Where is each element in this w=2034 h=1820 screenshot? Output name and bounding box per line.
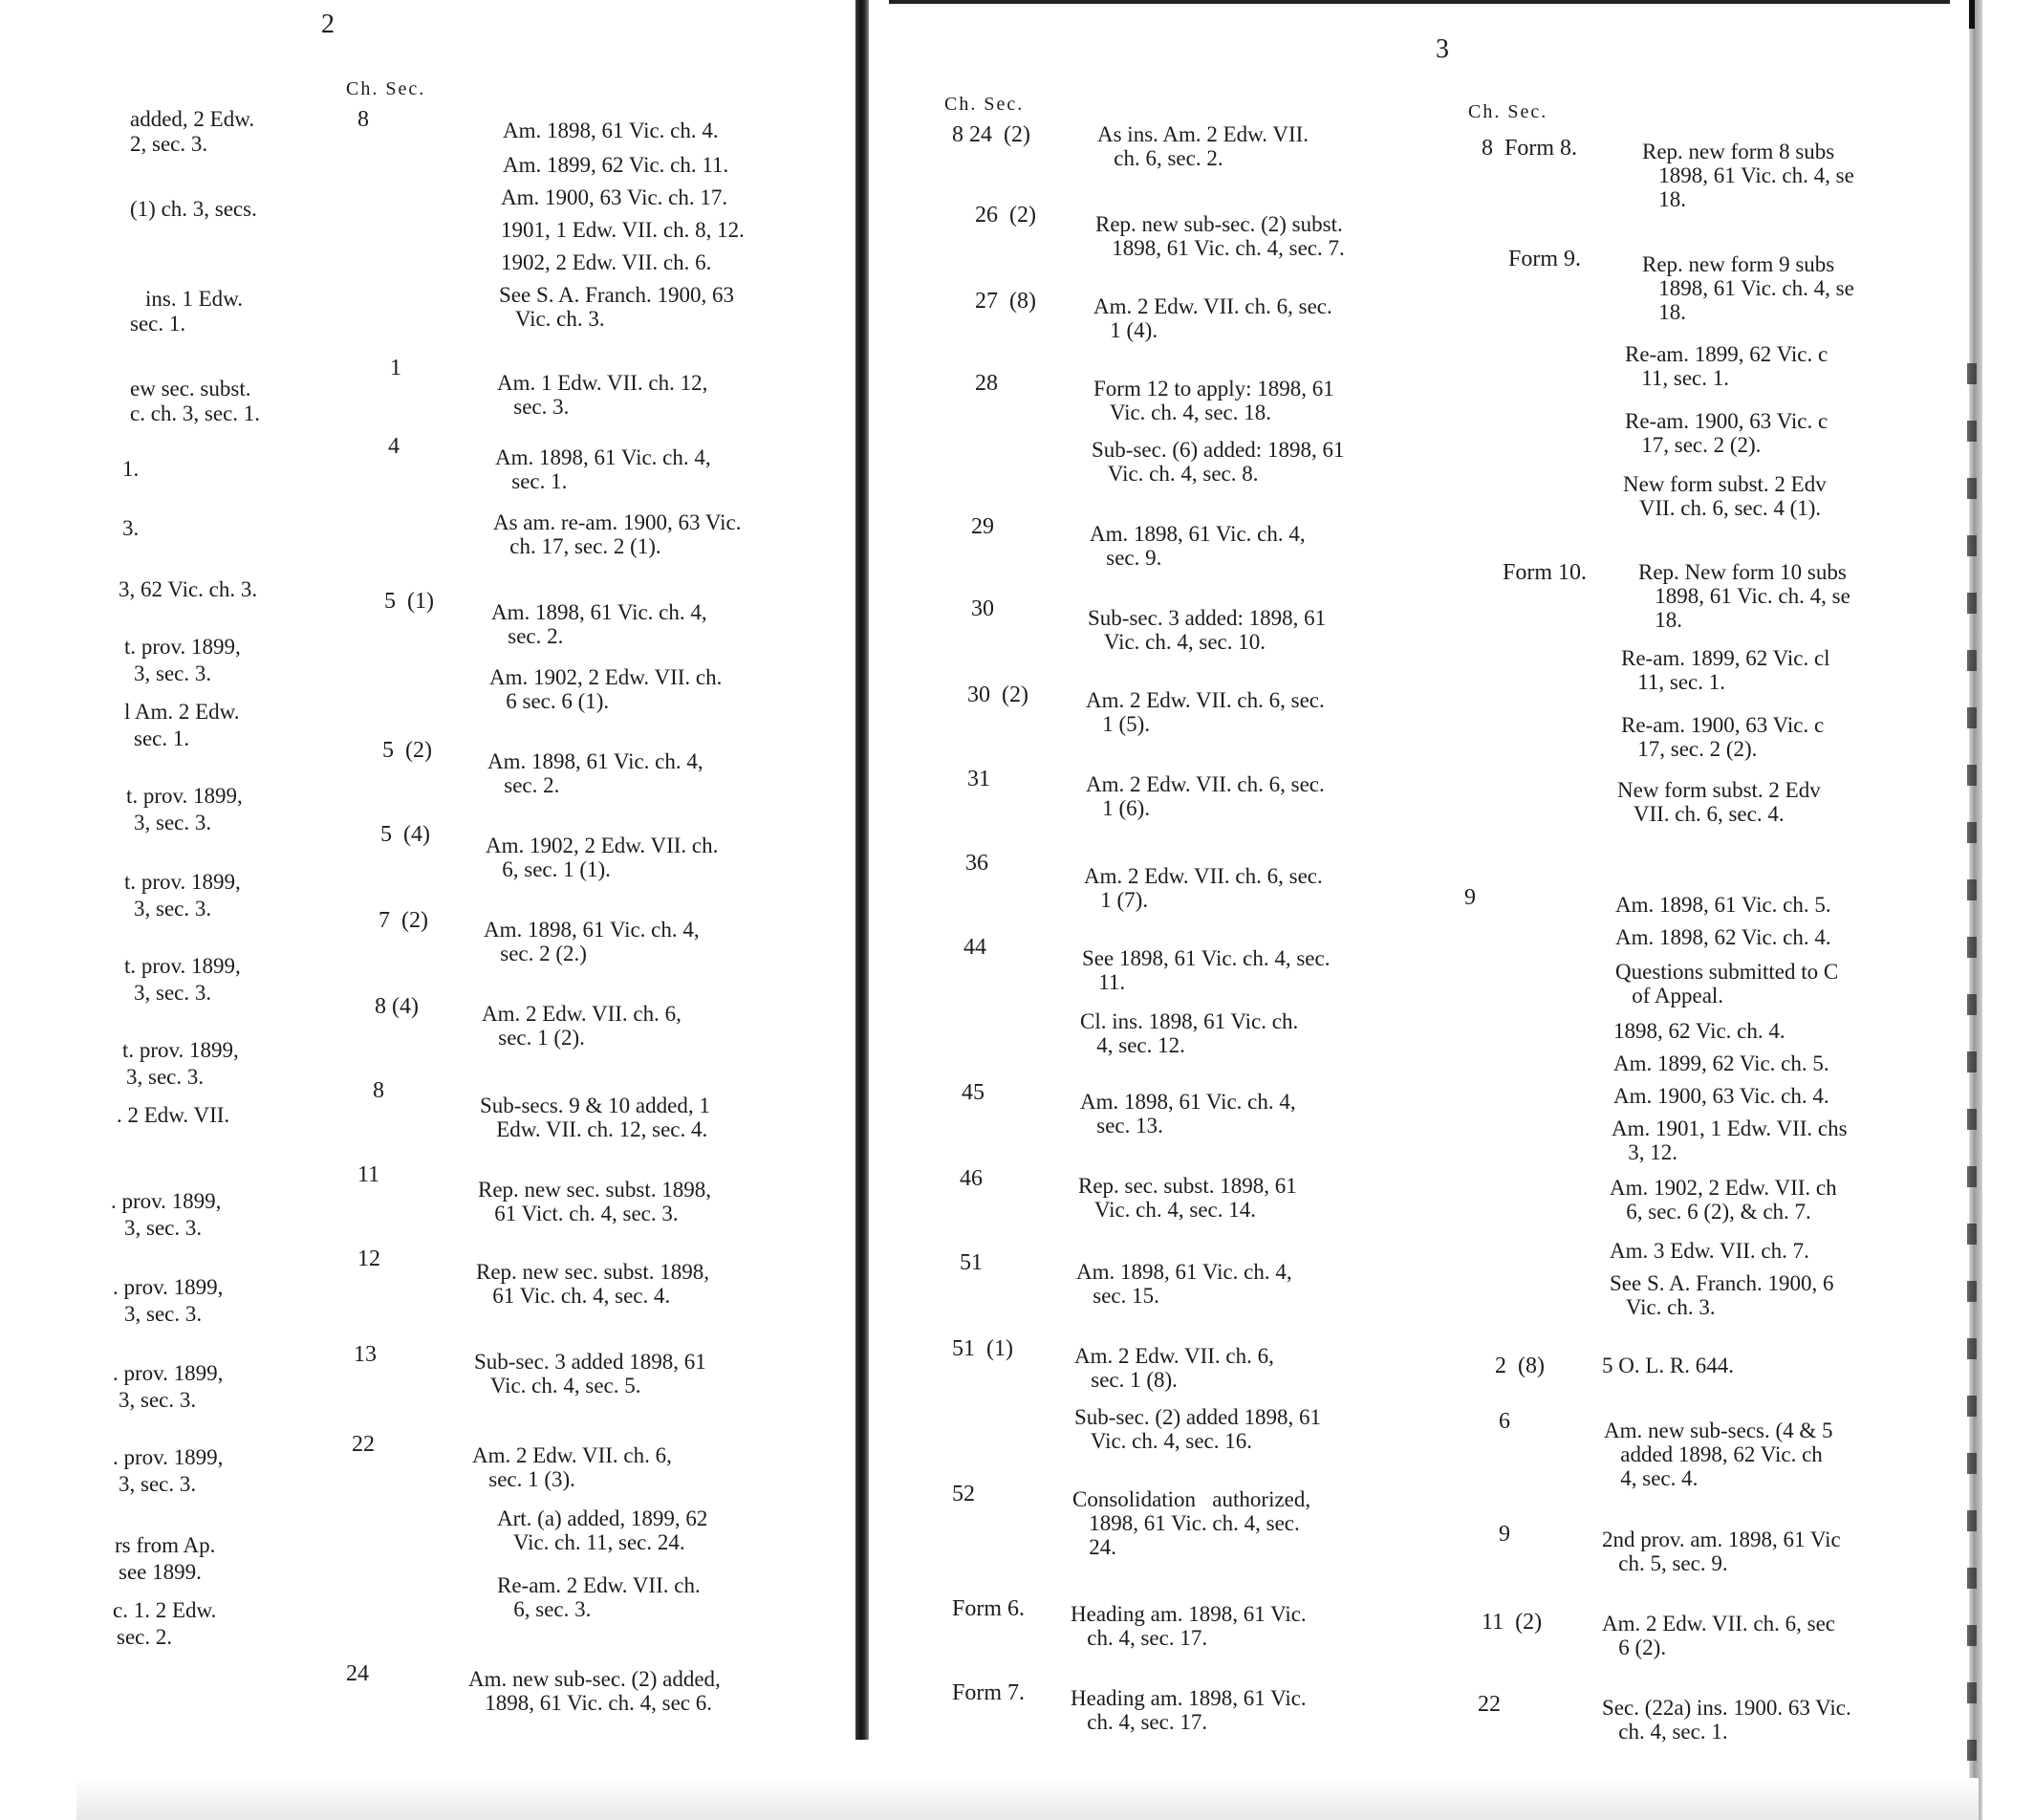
cut-line: t. prov. 1899, (124, 870, 241, 894)
cut-line: ins. 1 Edw. (145, 287, 244, 311)
amendment-entry: Rep. New form 10 subs 1898, 61 Vic. ch. 4, se 18. (1638, 560, 1850, 632)
ref-number: 11 (2) (1482, 1610, 1543, 1635)
amendment-entry: New form subst. 2 Edv VII. ch. 6, sec. 4. (1617, 778, 1821, 826)
amendment-entry: Art. (a) added, 1899, 62 Vic. ch. 11, sec. 24. (497, 1506, 708, 1554)
cut-line: added, 2 Edw. (130, 107, 255, 131)
ref-number: 44 (963, 935, 986, 960)
amendment-entry: Am. 2 Edw. VII. ch. 6, sec. 1 (5). (1086, 688, 1325, 736)
ref-number: 24 (346, 1661, 369, 1686)
ref-number: 7 (2) (379, 908, 428, 933)
amendment-entry: Consolidation authorized, 1898, 61 Vic. ch. 4, sec. 24. (1072, 1487, 1311, 1559)
cut-line: 3. (122, 516, 140, 540)
cut-line: t. prov. 1899, (126, 784, 243, 808)
cut-line: t. prov. 1899, (122, 1038, 239, 1062)
cut-line: rs from Ap. (115, 1533, 216, 1557)
amendment-entry: Questions submitted to C of Appeal. (1615, 960, 1839, 1008)
amendment-entry: Am. 1898, 62 Vic. ch. 4. (1615, 925, 1831, 949)
column-header-right-1: Ch. Sec. (944, 94, 1025, 115)
page-number-left: 2 (321, 10, 335, 39)
amendment-entry: Sec. (22a) ins. 1900. 63 Vic. ch. 4, sec. 1. (1602, 1696, 1851, 1744)
ref-number: 9 (1464, 885, 1476, 910)
amendment-entry: Heading am. 1898, 61 Vic. ch. 4, sec. 17. (1071, 1686, 1307, 1734)
cut-line: . 2 Edw. VII. (117, 1103, 230, 1127)
cut-line: 2, sec. 3. (130, 132, 208, 156)
ref-number: 29 (971, 514, 994, 539)
ref-number: 5 (1) (384, 589, 434, 614)
ref-number: 5 (2) (382, 738, 432, 763)
cut-line: l Am. 2 Edw. (124, 700, 240, 724)
cut-line: t. prov. 1899, (124, 954, 241, 978)
ref-number: Form 7. (952, 1680, 1026, 1705)
amendment-entry: Re-am. 1900, 63 Vic. c 17, sec. 2 (2). (1625, 409, 1828, 457)
amendment-entry: As ins. Am. 2 Edw. VII. ch. 6, sec. 2. (1097, 122, 1309, 170)
amendment-entry: Rep. new form 8 subs 1898, 61 Vic. ch. 4, se 18. (1642, 140, 1854, 211)
column-header-right-2: Ch. Sec. (1468, 101, 1548, 122)
amendment-entry: Am. 1898, 61 Vic. ch. 4, sec. 15. (1076, 1260, 1292, 1308)
ref-number: 6 (1499, 1409, 1510, 1434)
ref-number: Form 6. (952, 1596, 1026, 1621)
ref-number: 8 (373, 1078, 384, 1103)
ref-number: Form 9. (1508, 247, 1582, 271)
amendment-entry: Re-am. 2 Edw. VII. ch. 6, sec. 3. (497, 1573, 701, 1621)
amendment-entry: Cl. ins. 1898, 61 Vic. ch. 4, sec. 12. (1080, 1009, 1299, 1057)
cut-line: . prov. 1899, (113, 1445, 224, 1469)
ref-number: 22 (352, 1432, 375, 1457)
ref-number: 30 (971, 596, 994, 621)
amendment-entry: 2nd prov. am. 1898, 61 Vic ch. 5, sec. 9. (1602, 1528, 1841, 1575)
ref-number: 8 (357, 107, 369, 132)
page-corner-shadow (1969, 0, 1975, 29)
ref-number: 30 (2) (967, 682, 1028, 707)
amendment-entry: Am. 1900, 63 Vic. ch. 17. (501, 185, 728, 209)
cut-line: see 1899. (119, 1560, 202, 1584)
cut-line: c. 1. 2 Edw. (113, 1598, 217, 1622)
amendment-entry: New form subst. 2 Edv VII. ch. 6, sec. 4 (1). (1623, 472, 1827, 520)
cut-line: 3, sec. 3. (134, 981, 212, 1005)
ref-number: 45 (962, 1080, 985, 1105)
cut-line: 1. (122, 457, 140, 481)
amendment-entry: Am. 1900, 63 Vic. ch. 4. (1613, 1084, 1829, 1108)
amendment-entry: Am. 1902, 2 Edw. VII. ch. 6, sec. 1 (1). (486, 834, 719, 881)
cut-line: 3, sec. 3. (124, 1216, 203, 1240)
amendment-entry: Am. 1898, 61 Vic. ch. 4, sec. 2 (2.) (484, 918, 700, 965)
amendment-entry: Re-am. 1900, 63 Vic. c 17, sec. 2 (2). (1621, 713, 1825, 761)
amendment-entry: Rep. new sec. subst. 1898, 61 Vict. ch. 4, sec. 3. (478, 1178, 712, 1225)
cut-line: . prov. 1899, (113, 1361, 224, 1385)
amendment-entry: 1902, 2 Edw. VII. ch. 6. (501, 250, 712, 274)
amendment-entry: Am. 1898, 61 Vic. ch. 4, sec. 2. (491, 600, 707, 648)
cut-line: c. ch. 3, sec. 1. (130, 401, 261, 425)
amendment-entry: Am. 1 Edw. VII. ch. 12, sec. 3. (497, 371, 708, 419)
ref-number: 8 24 (2) (952, 122, 1030, 147)
binding-marks (1967, 363, 1977, 1778)
cut-line: 3, sec. 3. (126, 1065, 205, 1089)
amendment-entry: Am. 1902, 2 Edw. VII. ch. 6 sec. 6 (1). (489, 665, 723, 713)
ref-number: 8 (4) (375, 994, 419, 1019)
amendment-entry: Re-am. 1899, 62 Vic. c 11, sec. 1. (1625, 342, 1828, 390)
cut-line: . prov. 1899, (113, 1275, 224, 1299)
amendment-entry: Am. 1899, 62 Vic. ch. 5. (1613, 1051, 1829, 1075)
page-number-right: 3 (1436, 34, 1449, 64)
cut-line: t. prov. 1899, (124, 635, 241, 659)
ref-number: Form 10. (1503, 560, 1588, 585)
ref-number: 5 (4) (380, 822, 430, 847)
amendment-entry: Rep. sec. subst. 1898, 61 Vic. ch. 4, sec. 14. (1078, 1174, 1297, 1222)
amendment-entry: Sub-sec. (2) added 1898, 61 Vic. ch. 4, sec. 16. (1074, 1405, 1322, 1453)
column-header-left: Ch. Sec. (346, 78, 426, 99)
amendment-entry: Am. 2 Edw. VII. ch. 6, sec. 1 (7). (1084, 864, 1323, 912)
cut-line: . prov. 1899, (111, 1189, 222, 1213)
amendment-entry: Am. 2 Edw. VII. ch. 6, sec. 1 (8). (1074, 1344, 1274, 1392)
amendment-entry: Am. 1901, 1 Edw. VII. chs 3, 12. (1612, 1116, 1848, 1164)
cut-line: ew sec. subst. (130, 377, 251, 401)
ref-number: 11 (357, 1162, 380, 1187)
amendment-entry: Am. 2 Edw. VII. ch. 6, sec 6 (2). (1602, 1612, 1836, 1659)
amendment-entry: Rep. new form 9 subs 1898, 61 Vic. ch. 4, se 18. (1642, 252, 1854, 324)
amendment-entry: Sub-sec. (6) added: 1898, 61 Vic. ch. 4, sec. 8. (1092, 438, 1345, 486)
ref-number: 28 (975, 371, 998, 396)
amendment-entry: Am. 2 Edw. VII. ch. 6, sec. 1 (4). (1093, 294, 1332, 342)
ref-number: 52 (952, 1482, 975, 1506)
amendment-entry: Am. 1898, 61 Vic. ch. 4, sec. 2. (487, 749, 703, 797)
cut-line: (1) ch. 3, secs. (130, 197, 257, 221)
amendment-entry: As am. re-am. 1900, 63 Vic. ch. 17, sec. 2 (1). (493, 510, 742, 558)
amendment-entry: 1901, 1 Edw. VII. ch. 8, 12. (501, 218, 745, 242)
amendment-entry: Rep. new sec. subst. 1898, 61 Vic. ch. 4, sec. 4. (476, 1260, 710, 1308)
cut-line: 3, sec. 3. (134, 897, 212, 921)
ref-number: 8 Form 8. (1482, 136, 1578, 161)
cut-line: sec. 1. (134, 726, 190, 750)
amendment-entry: 1898, 62 Vic. ch. 4. (1613, 1019, 1785, 1043)
amendment-entry: Am. 1898, 61 Vic. ch. 4, sec. 13. (1080, 1090, 1296, 1138)
left-page (0, 0, 865, 1820)
cut-line: 3, sec. 3. (134, 661, 212, 685)
cut-line: sec. 1. (130, 312, 186, 336)
amendment-entry: Am. 2 Edw. VII. ch. 6, sec. 1 (2). (482, 1002, 682, 1050)
ref-number: 13 (354, 1342, 377, 1367)
amendment-entry: See S. A. Franch. 1900, 63 Vic. ch. 3. (499, 283, 734, 331)
amendment-entry: Sub-sec. 3 added: 1898, 61 Vic. ch. 4, sec. 10. (1088, 606, 1327, 654)
ref-number: 36 (965, 851, 988, 876)
amendment-entry: 5 O. L. R. 644. (1602, 1354, 1734, 1377)
page-bottom-shadow (76, 1778, 1979, 1820)
ref-number: 27 (8) (975, 289, 1036, 314)
amendment-entry: Am. 1898, 61 Vic. ch. 4. (503, 119, 719, 142)
cut-line: 3, sec. 3. (119, 1472, 197, 1496)
ref-number: 51 (1) (952, 1336, 1013, 1361)
ref-number: 46 (960, 1166, 983, 1191)
amendment-entry: Am. 1902, 2 Edw. VII. ch 6, sec. 6 (2), & ch. 7. (1610, 1176, 1837, 1224)
amendment-entry: Am. 1899, 62 Vic. ch. 11. (503, 153, 729, 177)
cut-line: 3, sec. 3. (119, 1388, 197, 1412)
amendment-entry: Am. 2 Edw. VII. ch. 6, sec. 1 (6). (1086, 772, 1325, 820)
right-page (879, 0, 1977, 1807)
ref-number: 9 (1499, 1522, 1510, 1547)
ref-number: 1 (390, 356, 401, 380)
amendment-entry: Am. 3 Edw. VII. ch. 7. (1610, 1239, 1809, 1263)
ref-number: 12 (357, 1246, 380, 1271)
amendment-entry: Form 12 to apply: 1898, 61 Vic. ch. 4, sec. 18. (1093, 377, 1334, 424)
amendment-entry: Rep. new sub-sec. (2) subst. 1898, 61 Vic. ch. 4, sec. 7. (1095, 212, 1345, 260)
cut-line: 3, sec. 3. (124, 1302, 203, 1326)
cut-line: 3, sec. 3. (134, 811, 212, 834)
ref-number: 4 (388, 434, 400, 459)
ref-number: 51 (960, 1250, 983, 1275)
book-gutter (855, 0, 869, 1740)
cut-line: sec. 2. (117, 1625, 173, 1649)
ref-number: 2 (8) (1495, 1354, 1545, 1378)
amendment-entry: Heading am. 1898, 61 Vic. ch. 4, sec. 17. (1071, 1602, 1307, 1650)
amendment-entry: Am. new sub-sec. (2) added, 1898, 61 Vic. ch. 4, sec 6. (468, 1667, 721, 1715)
ref-number: 31 (967, 767, 990, 791)
amendment-entry: Am. 1898, 61 Vic. ch. 4, sec. 9. (1090, 522, 1306, 570)
amendment-entry: See S. A. Franch. 1900, 6 Vic. ch. 3. (1610, 1271, 1834, 1319)
ref-number: 26 (2) (975, 203, 1036, 228)
amendment-entry: See 1898, 61 Vic. ch. 4, sec. 11. (1082, 946, 1331, 994)
amendment-entry: Re-am. 1899, 62 Vic. cl 11, sec. 1. (1621, 646, 1830, 694)
amendment-entry: Sub-secs. 9 & 10 added, 1 Edw. VII. ch. 12, sec. 4. (480, 1094, 710, 1141)
ref-number: 22 (1478, 1692, 1501, 1717)
amendment-entry: Am. new sub-secs. (4 & 5 added 1898, 62 Vic. ch 4, sec. 4. (1604, 1419, 1833, 1490)
amendment-entry: Sub-sec. 3 added 1898, 61 Vic. ch. 4, sec. 5. (474, 1350, 706, 1398)
amendment-entry: Am. 2 Edw. VII. ch. 6, sec. 1 (3). (472, 1443, 672, 1491)
amendment-entry: Am. 1898, 61 Vic. ch. 4, sec. 1. (495, 445, 711, 493)
cut-line: 3, 62 Vic. ch. 3. (119, 577, 258, 601)
amendment-entry: Am. 1898, 61 Vic. ch. 5. (1615, 893, 1831, 917)
page-top-edge (889, 0, 1950, 4)
